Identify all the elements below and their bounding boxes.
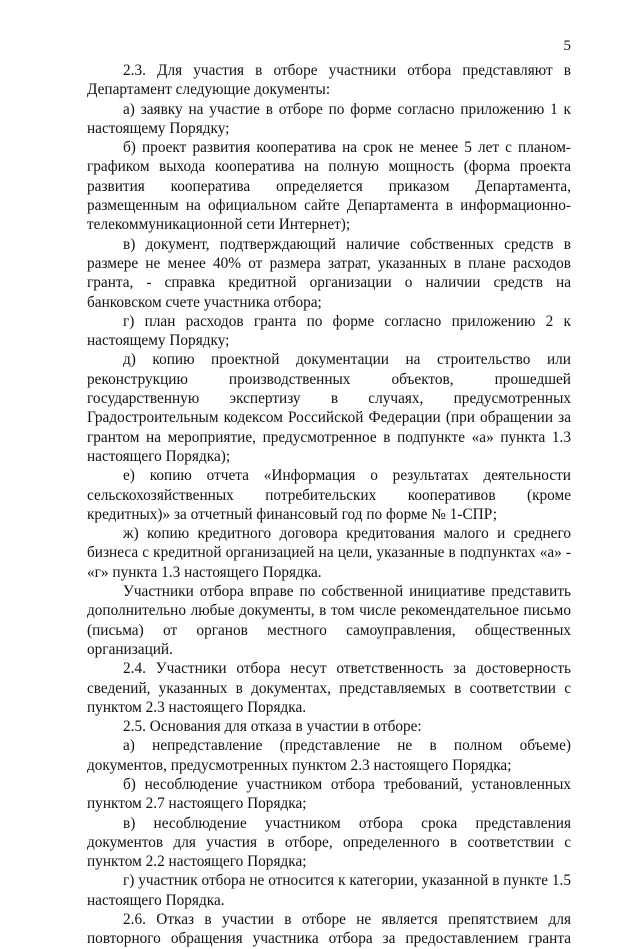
paragraph-2-3-g: г) план расходов гранта по форме согласно приложению 2 к настоящему Порядку; bbox=[87, 312, 571, 350]
paragraph-2-4: 2.4. Участники отбора несут ответственность за достоверность сведений, указанных в документах, представляемых в соответствии с пунктом 2.3 настоящего Порядка. bbox=[87, 660, 571, 716]
paragraph-2-3-b: б) проект развития кооператива на срок не менее 5 лет с планом-графиком выхода кооператива на полную мощность (форма проекта развития кооператива определяется приказом Департамента, размещенным на официальном сайте Департамента в информационно-телекоммуникационной сети Интернет); bbox=[87, 139, 571, 234]
paragraph-2-5-v: в) несоблюдение участником отбора срока представления документов для участия в отборе, определенного в соответствии с пунктом 2.2 настоящего Порядка; bbox=[87, 814, 571, 871]
paragraph-2-5-b: б) несоблюдение участником отбора требований, установленных пунктом 2.7 настоящего Порядка; bbox=[87, 775, 571, 813]
paragraph-2-6: 2.6. Отказ в участии в отборе не является препятствием для повторного обращения участника отбора за предоставлением гранта bbox=[87, 911, 571, 948]
paragraph-2-3-zh: ж) копию кредитного договора кредитования малого и среднего бизнеса с кредитной организацией на цели, указанные в подпунктах «а» - «г» пункта 1.3 настоящего Порядка. bbox=[87, 525, 571, 581]
paragraph-2-3-a: а) заявку на участие в отборе по форме согласно приложению 1 к настоящему Порядку; bbox=[87, 100, 571, 137]
paragraph-optional-documents: Участники отбора вправе по собственной инициативе представить дополнительно любые документы, в том числе рекомендательное письмо (письма) от органов местного самоуправления, общественных организаций. bbox=[87, 583, 571, 658]
paragraph-2-3-e: е) копию отчета «Информация о результатах деятельности сельскохозяйственных потребительских кооперативов (кроме кредитных)» за отчетный финансовый год по форме № 1-СПР; bbox=[87, 467, 571, 523]
paragraph-2-3-d: д) копию проектной документации на строительство или реконструкцию производственных объектов, прошедшей государственную экспертизу в случаях, предусмотренных Градостроительным кодексом Российской Федерации (при обращении за грантом на мероприятие, предусмотренное в подпункте «а» пункта 1.3 настоящего Порядка); bbox=[87, 351, 571, 465]
paragraph-2-5-a: а) непредставление (представление не в полном объеме) документов, предусмотренных пунктом 2.3 настоящего Порядка; bbox=[87, 737, 571, 774]
page-number: 5 bbox=[563, 38, 571, 54]
document-body bbox=[87, 61, 571, 949]
paragraph-2-3: 2.3. Для участия в отборе участники отбора представляют в Департамент следующие документы: bbox=[87, 62, 571, 99]
paragraph-2-5: 2.5. Основания для отказа в участии в отборе: bbox=[123, 718, 422, 736]
paragraph-2-5-g: г) участник отбора не относится к категории, указанной в пункте 1.5 настоящего Порядка. bbox=[87, 872, 571, 909]
paragraph-2-3-v: в) документ, подтверждающий наличие собственных средств в размере не менее 40% от размера затрат, указанных в плане расходов гранта, - справка кредитной организации о наличии средств на банковском счете участника отбора; bbox=[87, 235, 571, 311]
